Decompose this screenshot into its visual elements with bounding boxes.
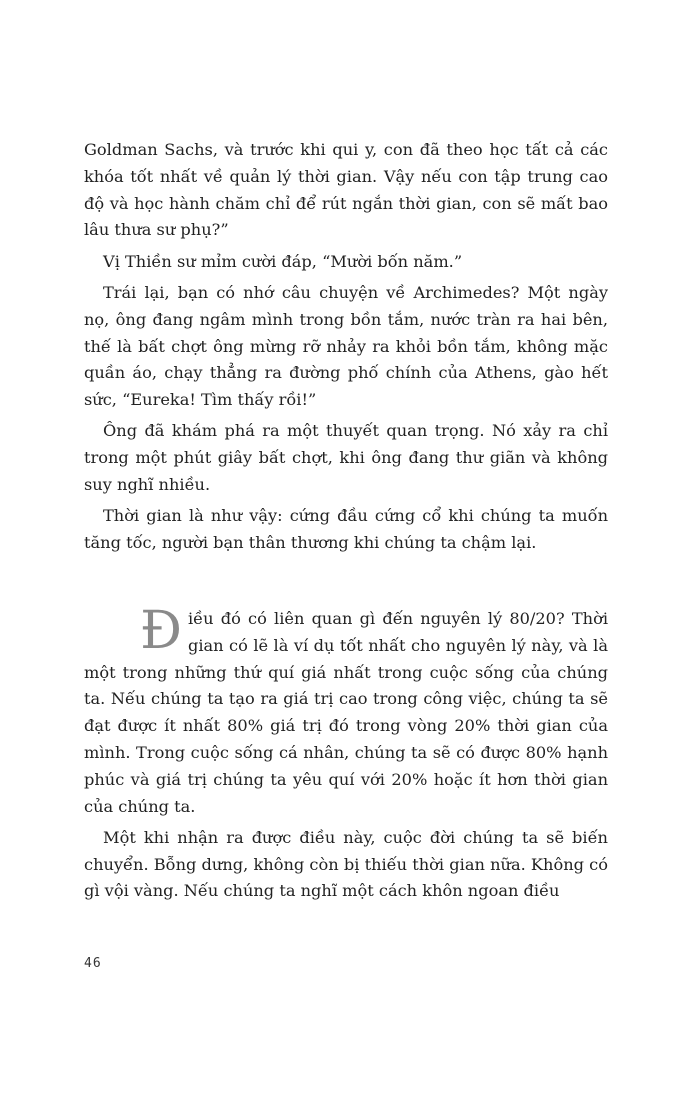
drop-cap-letter: Đ — [140, 601, 182, 661]
paragraph: Ông đã khám phá ra một thuyết quan trọng. Nó xảy ra chỉ trong một phút giây bất chợt, khi ông đang thư giãn và không suy nghĩ nhiều. — [84, 421, 608, 495]
text-section-2 — [84, 601, 608, 910]
paragraph: Thời gian là như vậy: cứng đầu cứng cổ khi chúng ta muốn tăng tốc, người bạn thân thương khi chúng ta chậm lại. — [84, 506, 608, 553]
text-section-1 — [84, 137, 608, 561]
paragraph-text: iều đó có liên quan gì đến nguyên lý 80/20? Thời gian có lẽ là ví dụ tốt nhất cho nguyên lý này, và là một trong những thứ quí giá nhất trong cuộc sống của chúng ta. Nếu chúng ta tạo ra giá trị cao trong công việc, chúng ta sẽ đạt được ít nhất 80% giá trị đó trong vòng 20% thời gian của mình. Trong cuộc sống cá nhân, chúng ta sẽ có được 80% hạnh phúc và giá trị chúng ta yêu quí với 20% hoặc ít hơn thời gian của chúng ta. — [84, 609, 608, 816]
paragraph: Vị Thiền sư mỉm cười đáp, “Mười bốn năm.” — [103, 251, 463, 271]
paragraph: Trái lại, bạn có nhớ câu chuyện về Archimedes? Một ngày nọ, ông đang ngâm mình trong bồn tắm, nước tràn ra hai bên, thế là bất chợt ông mừng rỡ nhảy ra khỏi bồn tắm, không mặc quần áo, chạy thẳng ra đường phố chính của Athens, gào hết sức, “Eureka! Tìm thấy rồi!” — [84, 282, 608, 410]
paragraph: Một khi nhận ra được điều này, cuộc đời chúng ta sẽ biến chuyển. Bỗng dưng, không còn bị thiếu thời gian nữa. Không có gì vội vàng. Nếu chúng ta nghĩ một cách khôn ngoan điều — [84, 827, 608, 901]
paragraph: Goldman Sachs, và trước khi qui y, con đã theo học tất cả các khóa tốt nhất về quản lý thời gian. Vậy nếu con tập trung cao độ và học hành chăm chỉ để rút ngắn thời gian, con sẽ mất bao lâu thưa sư phụ?” — [84, 140, 608, 240]
page-number: 46 — [84, 956, 102, 971]
paragraph-with-drop-cap — [84, 601, 608, 820]
